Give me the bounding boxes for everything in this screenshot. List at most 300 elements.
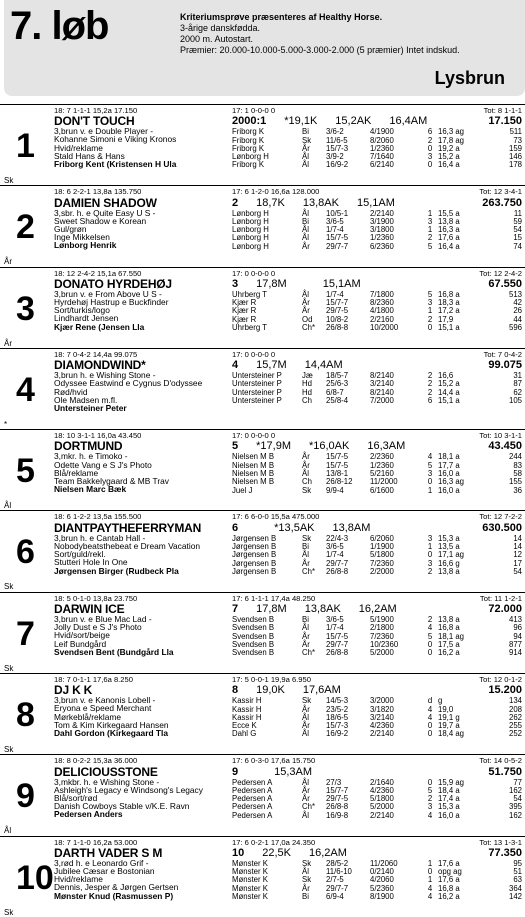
horse-info [54, 839, 230, 900]
start-cell: 28/5-2 [326, 858, 349, 868]
start-cell: 15,9 ag [438, 777, 465, 787]
start-cell: Friborg K [232, 135, 265, 145]
start-cell: 1/7-4 [326, 550, 344, 560]
total-stats: Tot: 12 3-4-1 [479, 187, 522, 197]
start-cell: 18,4 ag [438, 729, 465, 739]
start-cell: 2 [427, 387, 433, 397]
start-cell: 15/7-5 [326, 452, 349, 462]
start-cell: Od [302, 314, 313, 324]
start-cell: 16,8 a [438, 883, 460, 893]
start-cell: Friborg K [232, 160, 265, 170]
record-3: 16,2AM [358, 602, 397, 615]
start-cell: 11 [513, 208, 522, 218]
record-1: 17,8M [256, 602, 287, 615]
start-cell: 5/1800 [370, 794, 394, 804]
horse-name: DON'T TOUCH [54, 114, 135, 129]
start-cell: 2 [427, 314, 433, 324]
start-cell: 5 [427, 241, 433, 251]
horse-dam: Odette Vang e S J's Photo [54, 459, 152, 470]
post-position: 10 [232, 846, 245, 859]
start-cell: 16,6 [438, 371, 454, 381]
race-sponsor: Kriteriumsprøve præsenteres af Healthy Horse. [180, 12, 383, 22]
post-position: 3 [232, 277, 239, 290]
year-stats: 18: 7 0-1-1 17,6a 8.250 [54, 675, 133, 685]
start-cell: 4 [427, 810, 433, 820]
start-cell: 18,3 a [438, 298, 460, 308]
start-cell: 1/1900 [370, 541, 394, 551]
race-entry [0, 592, 525, 673]
start-number: 3 [16, 289, 35, 328]
start-cell: Ål [302, 160, 309, 170]
start-cell: 13,8 a [438, 614, 460, 624]
start-cell: 16/9-2 [326, 729, 349, 739]
start-cell: 2/2140 [370, 208, 394, 218]
start-cell: 17,6 a [438, 875, 460, 885]
prev-year-stats: 17: 6 0-3-0 17,6a 15.750 [232, 756, 316, 766]
start-cell: 6/8-7 [326, 387, 344, 397]
horse-info [54, 513, 230, 574]
horse-pedigree: 3,brun h. e Cantab Hall - [54, 532, 146, 543]
race-entry [0, 429, 525, 510]
start-cell: 4 [427, 712, 433, 722]
total-earnings: 77.350 [488, 846, 522, 859]
start-cell: Ål [302, 550, 309, 560]
start-cell: 5 [427, 289, 433, 299]
horse-dam: Jubilee Cæsar e Bostonian [54, 866, 155, 877]
horse-pedigree: 3,brun v. e Double Player - [54, 126, 153, 137]
start-cell: 2 [427, 566, 433, 576]
start-cell: 16,4 a [438, 160, 460, 170]
driver: Untersteiner Peter [54, 402, 127, 413]
start-cell: Nielsen M B [232, 477, 275, 487]
colors: Sort/turkis/logo [54, 305, 110, 316]
home-track: * [4, 419, 8, 429]
start-cell: Ål [302, 810, 309, 820]
race-distance: 2000 m. Autostart. [180, 34, 254, 44]
start-cell: 7/2360 [370, 558, 394, 568]
start-cell: 2/1640 [370, 777, 394, 787]
start-cell: 914 [508, 648, 522, 658]
year-stats: 18: 10 3-1-1 16,0a 43.450 [54, 431, 142, 441]
start-cell: Ål [302, 867, 309, 877]
total-earnings: 72.000 [488, 602, 522, 615]
year-stats: 18: 6 2-2-1 13,8a 135.750 [54, 187, 142, 197]
horse-name: DONATO HYRDEHØJ [54, 276, 172, 291]
start-cell: 3/2140 [370, 379, 394, 389]
horse-pedigree: 3,brun v. e From Above U S - [54, 288, 162, 299]
start-cell: 17,5 a [438, 639, 460, 649]
start-cell: Pedersen A [232, 777, 273, 787]
start-cell: 877 [508, 639, 522, 649]
start-cell: 2 [427, 794, 433, 804]
start-cell: g [438, 696, 443, 706]
post-position: 7 [232, 602, 239, 615]
start-cell: 5/2360 [370, 883, 394, 893]
start-cell: 15,5 a [438, 208, 460, 218]
start-cell: 54 [513, 225, 522, 235]
start-cell: 26/8-8 [326, 802, 349, 812]
post-position: 4 [232, 359, 239, 372]
start-cell: 15,3 a [438, 802, 460, 812]
start-cell: Bi [302, 614, 309, 624]
start-cell: 3 [427, 152, 433, 162]
start-cell: 87 [513, 379, 522, 389]
start-cell: Svendsen B [232, 648, 275, 658]
start-cell: Pedersen A [232, 810, 273, 820]
start-cell: 26 [513, 306, 522, 316]
total-stats: Tot: 12 0-1-2 [479, 675, 522, 685]
start-cell: 1 [427, 306, 433, 316]
driver: Pedersen Anders [54, 809, 123, 820]
start-cell: Ål [302, 468, 309, 478]
start-cell: År [302, 639, 310, 649]
start-cell: 3/1900 [370, 216, 394, 226]
colors: Hvid/sort/beige [54, 630, 110, 641]
form-info [232, 839, 522, 902]
start-cell: 17,7 a [438, 460, 460, 470]
start-cell: Ch* [302, 802, 316, 812]
start-cell: Jørgensen B [232, 550, 277, 560]
start-cell: 44 [513, 314, 522, 324]
start-cell: År [302, 558, 310, 568]
start-cell: Ch* [302, 648, 316, 658]
start-cell: 6 [427, 127, 433, 137]
race-prizes: Præmier: 20.000-10.000-5.000-3.000-2.000 (5 præmier) Intet indskud. [180, 45, 460, 55]
start-cell: 3/6-5 [326, 541, 344, 551]
start-cell: Nielsen M B [232, 468, 275, 478]
start-number: 6 [16, 533, 35, 572]
start-cell: 15,1 a [438, 395, 460, 405]
start-cell: Mønster K [232, 875, 268, 885]
start-cell: 2/1800 [370, 623, 394, 633]
total-stats: Tot: 11 1-2-1 [479, 593, 522, 603]
start-cell: 2/2140 [370, 810, 394, 820]
start-cell: Lønborg H [232, 233, 269, 243]
start-cell: Lønborg H [232, 225, 269, 235]
start-cell: Ch* [302, 566, 316, 576]
start-cell: Ecce K [232, 721, 257, 731]
start-cell: 18/5-7 [326, 371, 349, 381]
owner: Stutteri Hole In One [54, 557, 128, 568]
start-cell: 22/4-3 [326, 533, 349, 543]
start-cell: 16,3 a [438, 225, 460, 235]
start-cell: 15/7-3 [326, 721, 349, 731]
start-cell: År [302, 298, 310, 308]
record-1: 15,7M [256, 359, 287, 372]
start-cell: 0/2140 [370, 867, 394, 877]
start-cell: 162 [508, 810, 522, 820]
start-cell: 18/6-5 [326, 712, 349, 722]
start-row [232, 324, 522, 332]
recent-starts [232, 535, 522, 576]
start-cell: 17,4 a [438, 794, 460, 804]
start-cell: Untersteiner P [232, 387, 282, 397]
horse-name: DARTH VADER S M [54, 845, 163, 860]
total-earnings: 99.075 [488, 359, 522, 372]
start-cell: Uhrberg T [232, 289, 267, 299]
start-cell: 23/5-2 [326, 704, 349, 714]
start-cell: Sk [302, 858, 312, 868]
horse-info [54, 595, 230, 656]
post-position: 2 [232, 196, 239, 209]
start-cell: År [302, 704, 310, 714]
start-cell: 18,4 a [438, 785, 460, 795]
start-cell: 83 [513, 460, 522, 470]
start-cell: 17,9 [438, 314, 454, 324]
start-cell: 94 [513, 631, 522, 641]
start-cell: 16,3 ag [438, 127, 465, 137]
start-cell: 3 [427, 558, 433, 568]
form-info [232, 351, 522, 405]
start-cell: 25/6-3 [326, 379, 349, 389]
record-1: 17,8M [256, 277, 287, 290]
race-entry [0, 348, 525, 429]
start-cell: 2/2140 [370, 729, 394, 739]
start-cell: 2 [427, 614, 433, 624]
start-cell: År [302, 143, 310, 153]
start-cell: 252 [508, 729, 522, 739]
start-cell: Ål [302, 712, 309, 722]
prev-year-stats: 17: 6 6-0-0 15,5a 475.000 [232, 512, 320, 522]
start-cell: 15 [513, 233, 522, 243]
start-cell: 8/2140 [370, 387, 394, 397]
start-cell: 0 [427, 160, 433, 170]
start-cell: 6 [427, 395, 433, 405]
start-cell: 4/2360 [370, 721, 394, 731]
driver: Lønborg Henrik [54, 240, 117, 251]
start-cell: 3 [427, 802, 433, 812]
start-cell: 15,2 a [438, 379, 460, 389]
start-cell: 11/2000 [370, 477, 398, 487]
record-2: 13,8AK [304, 602, 341, 615]
start-cell: 6/2140 [370, 160, 394, 170]
start-cell: 77 [513, 777, 522, 787]
start-cell: Lønborg H [232, 216, 269, 226]
start-cell: 17,6 a [438, 233, 460, 243]
start-cell: 1 [427, 541, 433, 551]
start-number: 1 [16, 127, 35, 165]
horse-name: DJ K K [54, 683, 93, 698]
start-cell: År [302, 306, 310, 316]
start-cell: Sk [302, 696, 312, 706]
post-position: 2000:1 [232, 115, 267, 128]
horse-name: DARWIN ICE [54, 601, 125, 616]
start-cell: 15/7-7 [326, 785, 349, 795]
start-cell: 3 [427, 468, 433, 478]
total-stats: Tot: 12 7-2-2 [479, 512, 522, 522]
form-info [232, 107, 522, 170]
start-cell: 3/6-5 [326, 216, 344, 226]
horse-dam: Jolly Dust e S J's Photo [54, 622, 142, 633]
record-1: *19,1K [284, 115, 318, 128]
start-cell: 1/7-4 [326, 289, 344, 299]
total-stats: Tot: 8 1-1-1 [483, 106, 522, 115]
start-cell: 17,1 ag [438, 550, 465, 560]
start-cell: Svendsen B [232, 639, 275, 649]
start-cell: 4/1800 [370, 306, 394, 316]
start-cell: 17 [513, 558, 522, 568]
start-cell: 4 [427, 892, 433, 902]
start-cell: 7/1640 [370, 152, 394, 162]
post-position: 6 [232, 521, 239, 534]
start-cell: 17,2 a [438, 306, 460, 316]
recent-starts [232, 779, 522, 820]
start-cell: 4 [427, 452, 433, 462]
start-cell: 262 [508, 712, 522, 722]
start-cell: 16,3 ag [438, 477, 465, 487]
start-cell: Sk [302, 135, 312, 145]
record-3: 16,3AM [367, 440, 406, 453]
start-cell: Sk [302, 533, 312, 543]
horse-dam: Sweet Shadow e Korean [54, 215, 147, 226]
start-cell: 2/2360 [370, 452, 394, 462]
form-info [232, 432, 522, 495]
start-cell: 0 [427, 322, 433, 332]
start-cell: 10/2000 [370, 322, 399, 332]
start-cell: Juel J [232, 485, 253, 495]
colors: Blå/sort/rød [54, 792, 98, 803]
colors: Gul/grøn [54, 223, 87, 234]
start-cell: 0 [427, 721, 433, 731]
start-cell: opg ag [438, 867, 462, 877]
year-stats: 18: 7 0-4-2 14,4a 99.075 [54, 349, 138, 359]
horse-pedigree: 3,brun v. e Kanonis Lobell - [54, 695, 156, 706]
start-cell: 0 [427, 729, 433, 739]
start-cell: Pedersen A [232, 794, 273, 804]
start-cell: 29/7-7 [326, 241, 349, 251]
record-2: 15,3AM [274, 765, 313, 778]
start-cell: År [302, 883, 310, 893]
horse-dam: Ashleigh's Legacy e Windsong's Legacy [54, 784, 203, 795]
start-cell: 105 [508, 395, 522, 405]
race-entry [0, 267, 525, 348]
start-cell: 29/7-5 [326, 306, 349, 316]
start-cell: 10/2360 [370, 639, 399, 649]
horse-dam: Hyrdehøj Hastrup e Buckfinder [54, 297, 169, 307]
start-cell: 16/9-2 [326, 160, 349, 170]
horse-info [54, 757, 230, 818]
start-cell: 10/5-1 [326, 208, 349, 218]
start-cell: 13,8 a [438, 216, 460, 226]
prev-year-stats: 17: 0 0-0-0 0 [232, 431, 276, 441]
start-cell: 17,8 ag [438, 135, 465, 145]
record-1: 22,5K [262, 846, 291, 859]
start-cell: 3/1820 [370, 704, 394, 714]
start-number: 10 [16, 858, 54, 897]
start-cell: 513 [508, 289, 522, 299]
horse-dam: Nobodybeatsthebeat e Dream Vacation [54, 540, 201, 551]
year-stats: 18: 6 1-2-2 13,5a 155.500 [54, 512, 142, 522]
start-cell: 7/2000 [370, 395, 394, 405]
start-cell: Bi [302, 892, 309, 902]
start-cell: 5 [427, 460, 433, 470]
start-cell: 8/2140 [370, 371, 394, 381]
start-cell: 9/9-4 [326, 485, 344, 495]
start-cell: 27/3 [326, 777, 342, 787]
start-cell: 3/9-2 [326, 152, 344, 162]
recent-starts [232, 453, 522, 494]
driver: Mønster Knud (Rasmussen P) [54, 890, 174, 901]
start-cell: 17,6 a [438, 858, 460, 868]
start-number: 7 [16, 614, 35, 653]
start-cell: Dahl G [232, 729, 257, 739]
start-cell: Ål [302, 233, 309, 243]
start-cell: 26/8-8 [326, 648, 349, 658]
start-cell: 1 [427, 225, 433, 235]
start-cell: 36 [513, 485, 522, 495]
start-cell: 19,2 a [438, 143, 460, 153]
post-position: 5 [232, 440, 239, 453]
start-cell: Ål [302, 729, 309, 739]
record-1: *17,9M [256, 440, 291, 453]
colors: Hvid/reklame [54, 874, 103, 885]
record-3: 15,1AM [322, 277, 361, 290]
horse-info [54, 432, 230, 493]
start-cell: 14,4 a [438, 387, 460, 397]
start-cell: 0 [427, 867, 433, 877]
start-cell: 18,1 ag [438, 631, 465, 641]
record-2: 16,2AM [309, 846, 347, 859]
horse-dam: Kohanne Simoni e Viking Kronos [54, 134, 177, 145]
race-title: 7. løb [10, 4, 109, 48]
start-cell: År [302, 794, 310, 804]
start-cell: 6/9-4 [326, 892, 344, 902]
total-earnings: 630.500 [482, 521, 522, 534]
start-cell: 0 [427, 777, 433, 787]
start-cell: 73 [513, 135, 522, 145]
start-cell: 63 [513, 875, 522, 885]
start-row [232, 730, 522, 738]
start-cell: 15,1 a [438, 322, 460, 332]
start-cell: Hd [302, 387, 312, 397]
record-2: 13,8AK [302, 196, 339, 209]
start-cell: Lønborg H [232, 152, 269, 162]
recent-starts [232, 860, 522, 901]
start-cell: Mønster K [232, 858, 268, 868]
owner: Dennis, Jesper & Jørgen Gertsen [54, 882, 179, 893]
start-cell: 8/1900 [370, 892, 394, 902]
race-entry [0, 510, 525, 591]
start-number: 8 [16, 696, 35, 735]
start-cell: Sk [302, 485, 312, 495]
start-cell: 2 [427, 371, 433, 381]
start-cell: 7/1800 [370, 289, 394, 299]
horse-name: DIANTPAYTHEFERRYMAN [54, 520, 202, 535]
start-cell: 4/2360 [370, 785, 394, 795]
start-row [232, 487, 522, 495]
race-age-class: 3-årige danskfødda. [180, 23, 261, 33]
start-cell: 15,3 a [438, 533, 460, 543]
home-track: Sk [4, 663, 14, 673]
start-cell: 54 [513, 794, 522, 804]
prev-year-stats: 17: 6 1-2-0 16,6a 128.000 [232, 187, 320, 197]
start-row [232, 812, 522, 820]
form-info [232, 595, 522, 658]
start-cell: Nielsen M B [232, 452, 275, 462]
start-cell: 134 [508, 696, 522, 706]
start-cell: Mønster K [232, 883, 268, 893]
form-info [232, 676, 522, 739]
start-cell: 4/2060 [370, 875, 394, 885]
start-cell: Svendsen B [232, 631, 275, 641]
start-cell: 14 [513, 533, 522, 543]
prev-year-stats: 17: 5 0-0-1 19,9a 6.950 [232, 675, 311, 685]
horse-pedigree: 3,brun h. e Wishing Stone - [54, 370, 156, 381]
start-cell: 1 [427, 858, 433, 868]
driver: Friborg Kent (Kristensen H Ula [54, 159, 177, 170]
start-cell: 5 [427, 785, 433, 795]
start-cell: 15/7-3 [326, 143, 349, 153]
